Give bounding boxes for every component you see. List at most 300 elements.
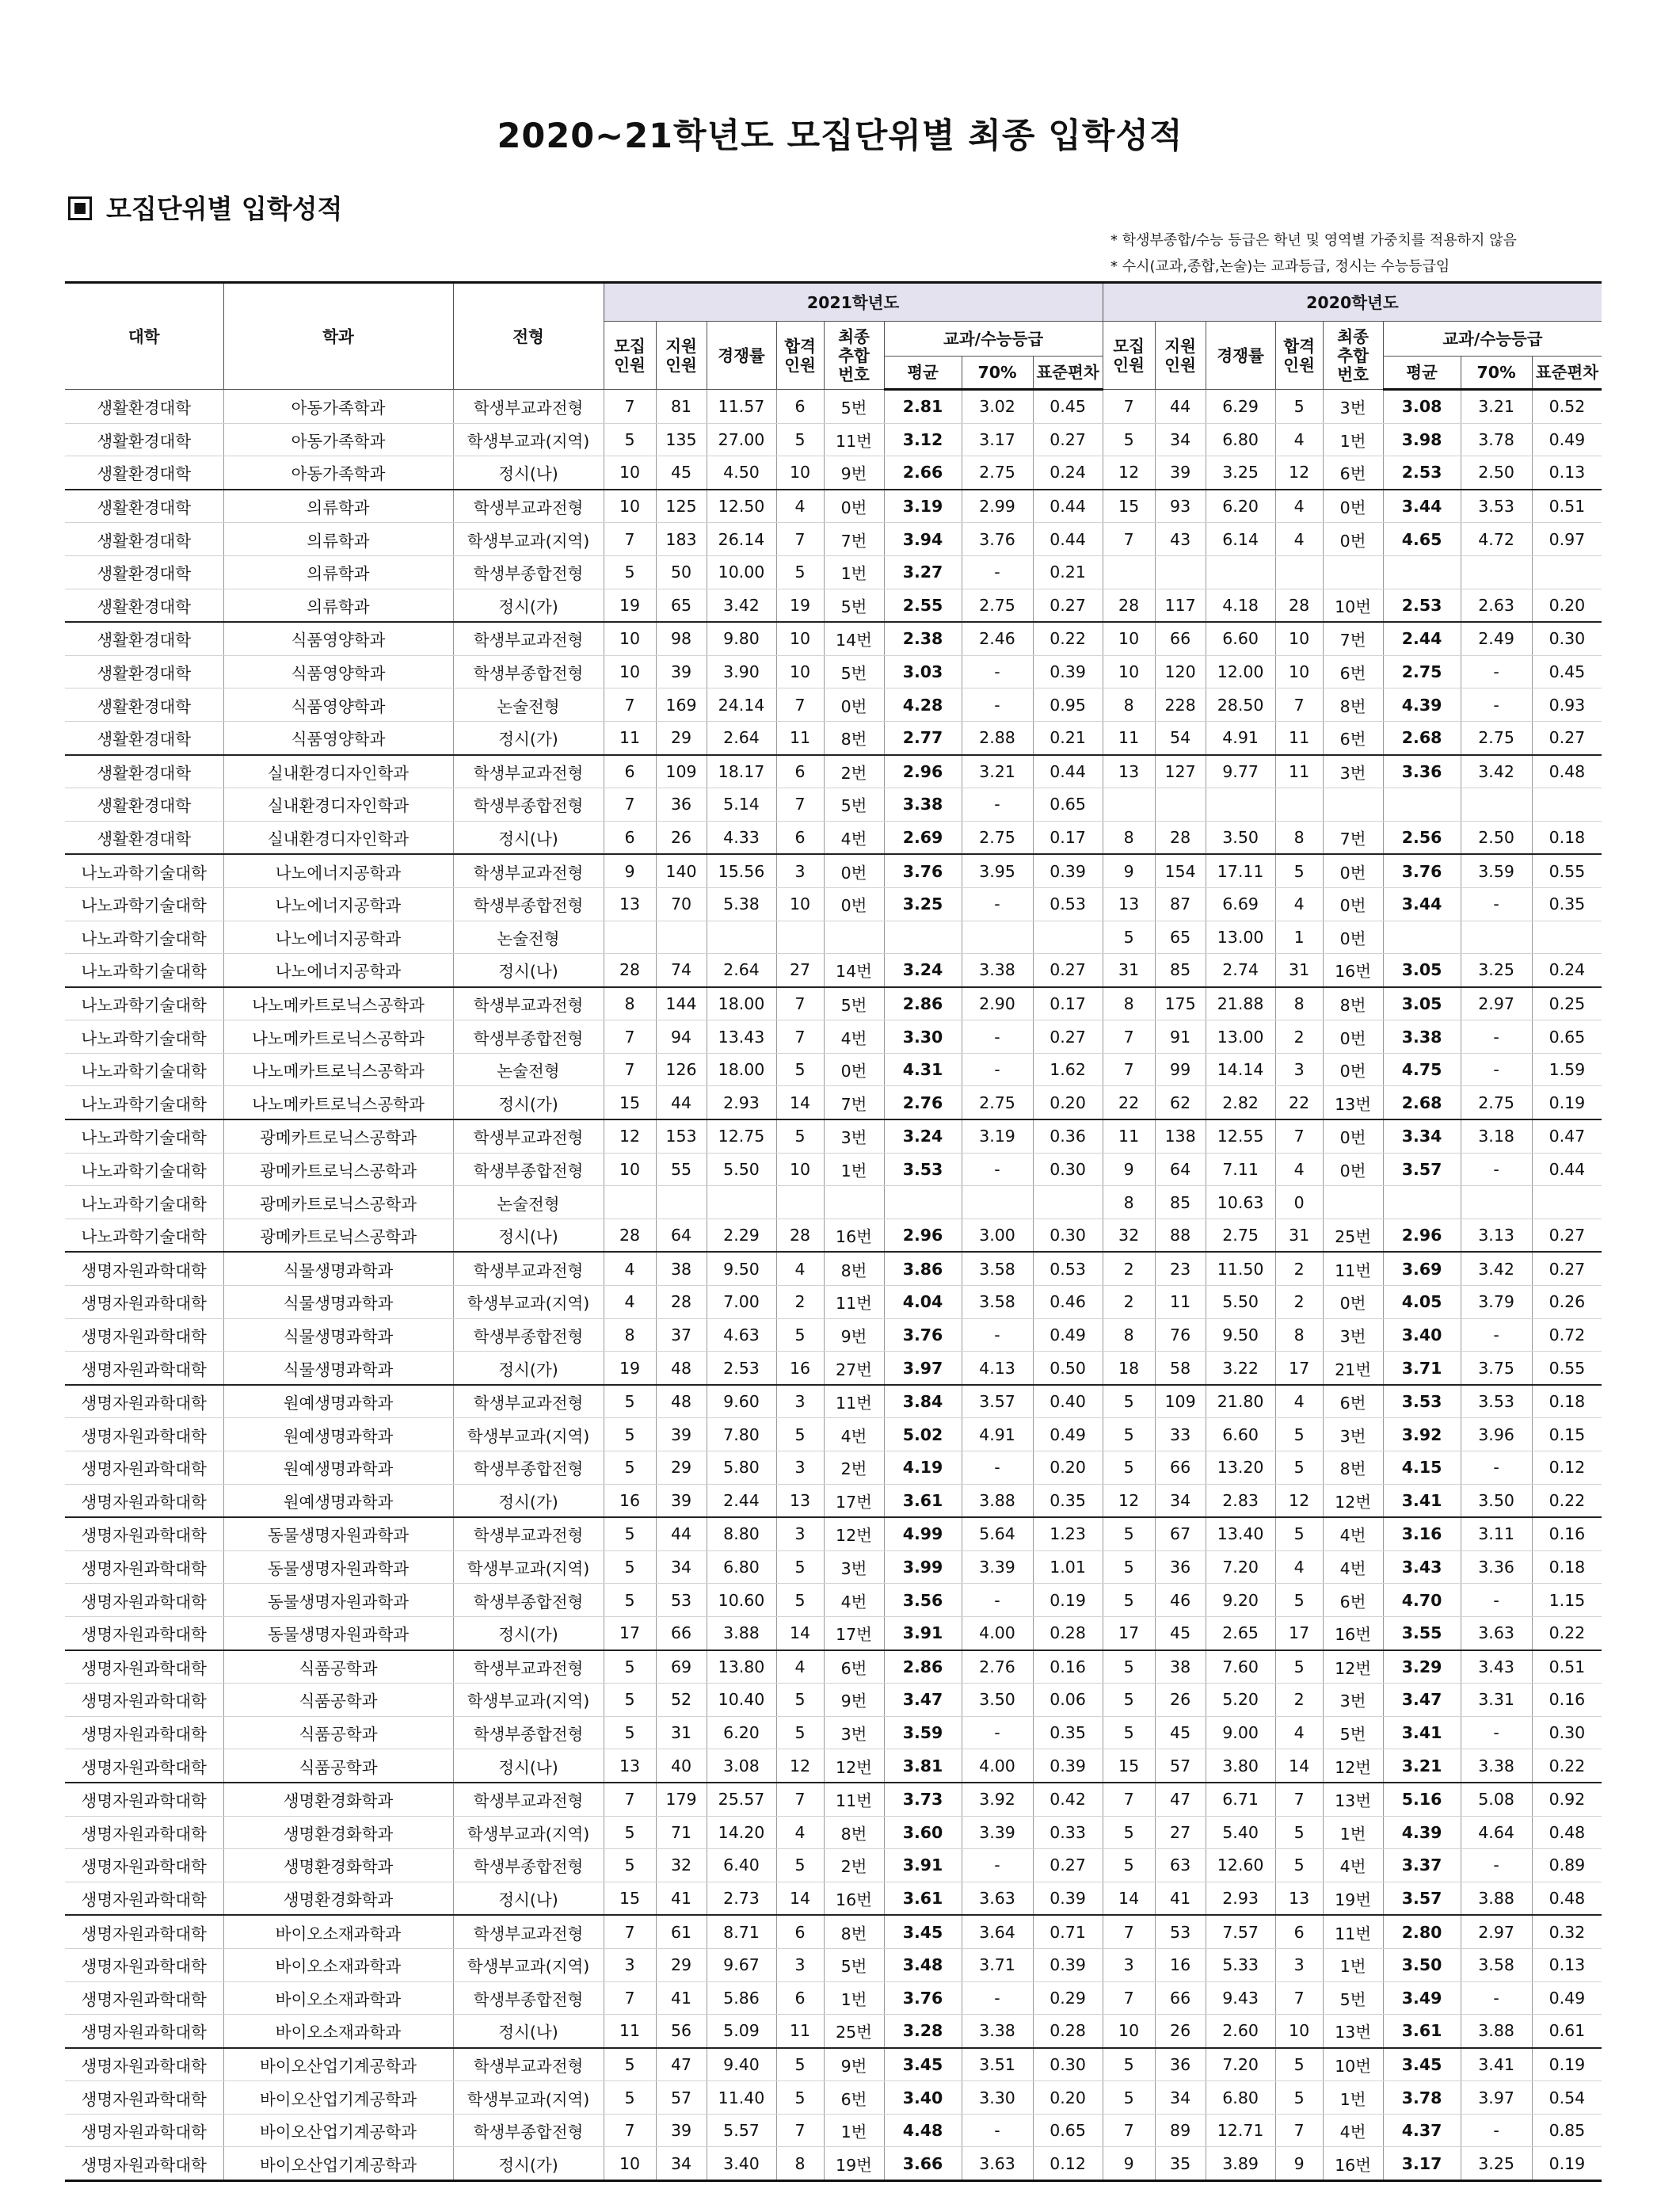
recruit-2020-cell: 5 <box>1103 1517 1155 1550</box>
recruit-2021-cell: 4 <box>604 1286 656 1319</box>
average-2021-cell: 3.61 <box>884 1484 962 1517</box>
table-row <box>65 555 1602 589</box>
passed-2021-cell: 10 <box>776 456 824 490</box>
final-extra-2020-cell: 16번 <box>1323 2147 1383 2181</box>
competition-2020-cell: 7.60 <box>1206 1650 1275 1684</box>
stddev-2021-cell: 0.44 <box>1033 755 1103 788</box>
average-2020-cell: 3.53 <box>1383 1385 1461 1418</box>
passed-2020-cell: 12 <box>1275 1484 1323 1517</box>
average-2021-cell: 3.40 <box>884 2081 962 2115</box>
final-extra-2021-cell: 8번 <box>824 1915 884 1948</box>
final-extra-2020-cell: 4번 <box>1323 2114 1383 2147</box>
recruit-2020-cell: 8 <box>1103 1186 1155 1219</box>
applicants-2020-cell: 47 <box>1155 1783 1206 1816</box>
department-cell: 바이오산업기계공학과 <box>223 2081 453 2115</box>
passed-2021-cell: 4 <box>776 1650 824 1684</box>
average-2020-cell: 3.47 <box>1383 1684 1461 1717</box>
average-2021-cell: 4.19 <box>884 1451 962 1485</box>
average-2021-cell: 3.03 <box>884 655 962 688</box>
college-cell: 생명자원과학대학 <box>65 1749 223 1783</box>
recruit-2020-cell: 3 <box>1103 1948 1155 1981</box>
average-2020-cell: 4.37 <box>1383 2114 1461 2147</box>
applicants-2021-cell: 36 <box>656 788 707 822</box>
applicants-2021-cell: 135 <box>656 423 707 456</box>
final-extra-2021-cell: 14번 <box>824 954 884 987</box>
table-row <box>65 523 1602 556</box>
department-cell: 동물생명자원과학과 <box>223 1584 453 1617</box>
pct70-2021-cell: 2.88 <box>962 721 1033 754</box>
applicants-2020-cell: 53 <box>1155 1915 1206 1948</box>
stddev-2020-cell: 0.35 <box>1532 887 1602 921</box>
applicants-2021-cell: 31 <box>656 1716 707 1749</box>
applicants-2021-cell: 38 <box>656 1252 707 1285</box>
department-cell: 바이오소재과학과 <box>223 2015 453 2048</box>
average-2021-cell: 2.55 <box>884 589 962 622</box>
competition-2021-cell: 2.53 <box>707 1352 776 1385</box>
recruit-2020-cell: 7 <box>1103 1053 1155 1086</box>
average-2021-cell: 3.86 <box>884 1252 962 1285</box>
page-title: 2020~21학년도 모집단위별 최종 입학성적 <box>497 116 1183 156</box>
passed-2021-cell: 28 <box>776 1219 824 1252</box>
average-2021-cell: 3.48 <box>884 1948 962 1981</box>
recruit-2021-cell: 10 <box>604 1153 656 1186</box>
final-extra-2021-cell: 0번 <box>824 854 884 887</box>
applicants-2021-cell: 55 <box>656 1153 707 1186</box>
college-cell: 생활환경대학 <box>65 423 223 456</box>
average-2020-cell: 3.34 <box>1383 1119 1461 1153</box>
admission-type-cell: 학생부교과전형 <box>453 1385 604 1418</box>
applicants-2020-cell: 138 <box>1155 1119 1206 1153</box>
college-cell: 생명자원과학대학 <box>65 1517 223 1550</box>
average-2021-cell: 3.47 <box>884 1684 962 1717</box>
passed-2020-cell: 4 <box>1275 523 1323 556</box>
competition-2021-cell: 3.40 <box>707 2147 776 2181</box>
admission-type-cell: 학생부교과전형 <box>453 622 604 655</box>
competition-2020-cell: 7.11 <box>1206 1153 1275 1186</box>
passed-2020-cell: 28 <box>1275 589 1323 622</box>
final-extra-2021-cell: 5번 <box>824 788 884 822</box>
table-row <box>65 887 1602 921</box>
department-cell: 나노메카트로닉스공학과 <box>223 1053 453 1086</box>
col-header-final-extra: 최종 추합 번호 <box>824 322 884 390</box>
col-header-competition: 경쟁률 <box>707 322 776 390</box>
passed-2020-cell: 5 <box>1275 1418 1323 1451</box>
department-cell: 생명환경화학과 <box>223 1783 453 1816</box>
average-2021-cell: 5.02 <box>884 1418 962 1451</box>
pct70-2021-cell: 3.38 <box>962 2015 1033 2048</box>
applicants-2020-cell: 120 <box>1155 655 1206 688</box>
applicants-2020-cell: 65 <box>1155 921 1206 954</box>
final-extra-2020-cell: 4번 <box>1323 1517 1383 1550</box>
average-2020-cell: 2.56 <box>1383 821 1461 854</box>
passed-2021-cell: 5 <box>776 2081 824 2115</box>
final-extra-2020-cell: 3번 <box>1323 390 1383 424</box>
passed-2021-cell: 10 <box>776 1153 824 1186</box>
competition-2021-cell: 4.33 <box>707 821 776 854</box>
pct70-2021-cell: 3.50 <box>962 1684 1033 1717</box>
recruit-2020-cell: 7 <box>1103 390 1155 424</box>
applicants-2021-cell: 70 <box>656 887 707 921</box>
final-extra-2021-cell: 2번 <box>824 755 884 788</box>
average-2021-cell: 4.48 <box>884 2114 962 2147</box>
pct70-2021-cell: 2.75 <box>962 589 1033 622</box>
admission-type-cell: 정시(나) <box>453 2015 604 2048</box>
admission-type-cell: 학생부교과전형 <box>453 1915 604 1948</box>
recruit-2021-cell: 5 <box>604 2048 656 2081</box>
stddev-2021-cell: 0.17 <box>1033 987 1103 1020</box>
department-cell: 식품공학과 <box>223 1650 453 1684</box>
pct70-2020-cell: 3.25 <box>1461 2147 1532 2181</box>
average-2021-cell: 3.28 <box>884 2015 962 2048</box>
passed-2020-cell: 31 <box>1275 1219 1323 1252</box>
passed-2020-cell: 31 <box>1275 954 1323 987</box>
college-cell: 생명자원과학대학 <box>65 1816 223 1849</box>
passed-2020-cell: 7 <box>1275 1783 1323 1816</box>
final-extra-2021-cell: 9번 <box>824 2048 884 2081</box>
department-cell: 의류학과 <box>223 490 453 523</box>
col-header-70pct: 70% <box>962 357 1033 390</box>
passed-2021-cell: 4 <box>776 1816 824 1849</box>
pct70-2020-cell: 3.75 <box>1461 1352 1532 1385</box>
average-2021-cell: 2.38 <box>884 622 962 655</box>
stddev-2020-cell: 0.12 <box>1532 1451 1602 1485</box>
competition-2021-cell: 10.40 <box>707 1684 776 1717</box>
recruit-2020-cell: 2 <box>1103 1286 1155 1319</box>
department-cell: 생명환경화학과 <box>223 1849 453 1882</box>
recruit-2020-cell <box>1103 555 1155 589</box>
admission-type-cell: 정시(가) <box>453 589 604 622</box>
average-2021-cell: 2.86 <box>884 987 962 1020</box>
passed-2020-cell: 10 <box>1275 622 1323 655</box>
stddev-2021-cell: 0.22 <box>1033 622 1103 655</box>
department-cell: 바이오산업기계공학과 <box>223 2048 453 2081</box>
table-row <box>65 1616 1602 1650</box>
applicants-2021-cell: 50 <box>656 555 707 589</box>
competition-2021-cell: 13.80 <box>707 1650 776 1684</box>
department-cell: 식품공학과 <box>223 1684 453 1717</box>
average-2020-cell: 3.49 <box>1383 1981 1461 2015</box>
final-extra-2020-cell: 7번 <box>1323 821 1383 854</box>
competition-2021-cell: 24.14 <box>707 688 776 722</box>
stddev-2020-cell: 1.15 <box>1532 1584 1602 1617</box>
average-2020-cell: 4.75 <box>1383 1053 1461 1086</box>
table-row <box>65 1418 1602 1451</box>
final-extra-2021-cell: 12번 <box>824 1749 884 1783</box>
passed-2020-cell: 1 <box>1275 921 1323 954</box>
average-2021-cell: 3.53 <box>884 1153 962 1186</box>
applicants-2020-cell: 45 <box>1155 1716 1206 1749</box>
competition-2020-cell: 21.88 <box>1206 987 1275 1020</box>
pct70-2020-cell: 2.49 <box>1461 622 1532 655</box>
competition-2020-cell: 4.18 <box>1206 589 1275 622</box>
stddev-2020-cell: 0.25 <box>1532 987 1602 1020</box>
passed-2020-cell: 4 <box>1275 887 1323 921</box>
average-2021-cell: 3.94 <box>884 523 962 556</box>
admission-type-cell: 학생부교과전형 <box>453 1783 604 1816</box>
stddev-2021-cell: 0.30 <box>1033 1219 1103 1252</box>
final-extra-2020-cell: 12번 <box>1323 1484 1383 1517</box>
passed-2021-cell: 5 <box>776 423 824 456</box>
passed-2020-cell: 5 <box>1275 1451 1323 1485</box>
department-cell: 광메카트로닉스공학과 <box>223 1153 453 1186</box>
passed-2020-cell <box>1275 788 1323 822</box>
final-extra-2020-cell: 0번 <box>1323 854 1383 887</box>
passed-2020-cell: 2 <box>1275 1286 1323 1319</box>
applicants-2020-cell: 34 <box>1155 2081 1206 2115</box>
stddev-2020-cell: 0.32 <box>1532 1915 1602 1948</box>
final-extra-2020-cell: 7번 <box>1323 622 1383 655</box>
average-2021-cell: 3.99 <box>884 1550 962 1584</box>
passed-2020-cell: 3 <box>1275 1053 1323 1086</box>
stddev-2021-cell: 0.17 <box>1033 821 1103 854</box>
average-2021-cell: 3.61 <box>884 1882 962 1915</box>
stddev-2020-cell: 0.45 <box>1532 655 1602 688</box>
average-2020-cell: 3.92 <box>1383 1418 1461 1451</box>
college-cell: 생명자원과학대학 <box>65 1948 223 1981</box>
stddev-2020-cell: 0.30 <box>1532 622 1602 655</box>
stddev-2020-cell: 0.48 <box>1532 755 1602 788</box>
average-2020-cell: 4.39 <box>1383 1816 1461 1849</box>
competition-2020-cell: 28.50 <box>1206 688 1275 722</box>
college-cell: 생명자원과학대학 <box>65 1318 223 1352</box>
recruit-2021-cell: 5 <box>604 423 656 456</box>
applicants-2021-cell: 71 <box>656 1816 707 1849</box>
college-cell: 생활환경대학 <box>65 523 223 556</box>
department-cell: 아동가족학과 <box>223 390 453 424</box>
passed-2021-cell: 5 <box>776 2048 824 2081</box>
pct70-2020-cell: 3.79 <box>1461 1286 1532 1319</box>
pct70-2020-cell: 3.96 <box>1461 1418 1532 1451</box>
applicants-2021-cell: 39 <box>656 1484 707 1517</box>
applicants-2021-cell: 153 <box>656 1119 707 1153</box>
final-extra-2020-cell: 13번 <box>1323 1783 1383 1816</box>
pct70-2021-cell: 3.00 <box>962 1219 1033 1252</box>
department-cell: 나노에너지공학과 <box>223 954 453 987</box>
recruit-2021-cell: 7 <box>604 1020 656 1054</box>
recruit-2021-cell: 5 <box>604 1550 656 1584</box>
recruit-2020-cell: 5 <box>1103 1716 1155 1749</box>
recruit-2021-cell: 19 <box>604 1352 656 1385</box>
competition-2020-cell: 2.75 <box>1206 1219 1275 1252</box>
admission-type-cell: 학생부종합전형 <box>453 788 604 822</box>
department-cell: 원예생명과학과 <box>223 1484 453 1517</box>
col-header-applicants: 지원 인원 <box>656 322 707 390</box>
pct70-2020-cell: - <box>1461 887 1532 921</box>
stddev-2020-cell: 0.85 <box>1532 2114 1602 2147</box>
recruit-2021-cell: 15 <box>604 1086 656 1119</box>
stddev-2020-cell: 0.13 <box>1532 456 1602 490</box>
passed-2021-cell: 14 <box>776 1086 824 1119</box>
average-2021-cell: 3.76 <box>884 854 962 887</box>
admission-type-cell: 정시(나) <box>453 954 604 987</box>
pct70-2020-cell: 4.64 <box>1461 1816 1532 1849</box>
average-2020-cell: 3.69 <box>1383 1252 1461 1285</box>
final-extra-2021-cell: 0번 <box>824 1053 884 1086</box>
average-2020-cell <box>1383 1186 1461 1219</box>
pct70-2021-cell: 2.75 <box>962 1086 1033 1119</box>
admission-type-cell: 학생부교과(지역) <box>453 1418 604 1451</box>
admission-type-cell: 학생부종합전형 <box>453 2114 604 2147</box>
competition-2021-cell: 9.60 <box>707 1385 776 1418</box>
final-extra-2020-cell: 12번 <box>1323 1749 1383 1783</box>
department-cell: 나노메카트로닉스공학과 <box>223 987 453 1020</box>
final-extra-2021-cell: 3번 <box>824 1716 884 1749</box>
recruit-2020-cell: 7 <box>1103 1783 1155 1816</box>
pct70-2020-cell: 3.11 <box>1461 1517 1532 1550</box>
recruit-2020-cell: 5 <box>1103 1385 1155 1418</box>
pct70-2021-cell: 2.75 <box>962 821 1033 854</box>
table-row <box>65 1517 1602 1550</box>
stddev-2021-cell: 0.06 <box>1033 1684 1103 1717</box>
applicants-2020-cell: 36 <box>1155 2048 1206 2081</box>
table-row <box>65 1119 1602 1153</box>
admission-type-cell: 정시(나) <box>453 1749 604 1783</box>
passed-2020-cell: 22 <box>1275 1086 1323 1119</box>
year-2020-header: 2020학년도 <box>1103 283 1602 322</box>
competition-2020-cell: 6.20 <box>1206 490 1275 523</box>
final-extra-2020-cell: 16번 <box>1323 954 1383 987</box>
department-cell: 나노에너지공학과 <box>223 921 453 954</box>
college-cell: 생명자원과학대학 <box>65 2048 223 2081</box>
passed-2021-cell: 6 <box>776 755 824 788</box>
col-header-department: 학과 <box>223 283 453 390</box>
pct70-2020-cell: 2.50 <box>1461 456 1532 490</box>
recruit-2020-cell: 7 <box>1103 523 1155 556</box>
stddev-2021-cell: 0.30 <box>1033 1153 1103 1186</box>
pct70-2021-cell <box>962 921 1033 954</box>
average-2020-cell: 3.98 <box>1383 423 1461 456</box>
average-2020-cell: 3.61 <box>1383 2015 1461 2048</box>
competition-2020-cell: 5.20 <box>1206 1684 1275 1717</box>
competition-2020-cell <box>1206 788 1275 822</box>
stddev-2020-cell: 0.22 <box>1532 1749 1602 1783</box>
final-extra-2021-cell: 8번 <box>824 721 884 754</box>
final-extra-2021-cell: 14번 <box>824 622 884 655</box>
passed-2021-cell: 3 <box>776 1385 824 1418</box>
competition-2021-cell: 8.80 <box>707 1517 776 1550</box>
average-2021-cell: 2.76 <box>884 1086 962 1119</box>
stddev-2021-cell: 0.49 <box>1033 1318 1103 1352</box>
final-extra-2021-cell: 1번 <box>824 2114 884 2147</box>
average-2021-cell: 3.45 <box>884 2048 962 2081</box>
recruit-2021-cell: 19 <box>604 589 656 622</box>
stddev-2020-cell: 0.19 <box>1532 2147 1602 2181</box>
final-extra-2020-cell: 6번 <box>1323 456 1383 490</box>
passed-2021-cell: 7 <box>776 523 824 556</box>
table-row <box>65 655 1602 688</box>
admission-type-cell: 학생부교과전형 <box>453 2048 604 2081</box>
stddev-2021-cell: 0.39 <box>1033 1882 1103 1915</box>
passed-2021-cell: 3 <box>776 1517 824 1550</box>
average-2021-cell: 4.99 <box>884 1517 962 1550</box>
college-cell: 생명자원과학대학 <box>65 1650 223 1684</box>
stddev-2021-cell: 0.21 <box>1033 721 1103 754</box>
recruit-2021-cell: 4 <box>604 1252 656 1285</box>
pct70-2021-cell: 3.58 <box>962 1252 1033 1285</box>
passed-2020-cell: 3 <box>1275 1948 1323 1981</box>
college-cell: 생활환경대학 <box>65 721 223 754</box>
average-2020-cell: 3.76 <box>1383 854 1461 887</box>
passed-2021-cell: 11 <box>776 721 824 754</box>
competition-2021-cell: 18.17 <box>707 755 776 788</box>
recruit-2020-cell: 14 <box>1103 1882 1155 1915</box>
pct70-2020-cell: 3.18 <box>1461 1119 1532 1153</box>
passed-2021-cell: 7 <box>776 2114 824 2147</box>
applicants-2020-cell: 54 <box>1155 721 1206 754</box>
table-row <box>65 1749 1602 1783</box>
applicants-2020-cell: 117 <box>1155 589 1206 622</box>
college-cell: 생명자원과학대학 <box>65 1849 223 1882</box>
applicants-2020-cell: 62 <box>1155 1086 1206 1119</box>
competition-2020-cell: 10.63 <box>1206 1186 1275 1219</box>
applicants-2020-cell: 99 <box>1155 1053 1206 1086</box>
table-row <box>65 1584 1602 1617</box>
competition-2021-cell: 9.40 <box>707 2048 776 2081</box>
applicants-2021-cell: 64 <box>656 1219 707 1252</box>
stddev-2020-cell: 0.93 <box>1532 688 1602 722</box>
average-2020-cell: 3.44 <box>1383 490 1461 523</box>
college-cell: 생명자원과학대학 <box>65 1484 223 1517</box>
pct70-2020-cell: 3.53 <box>1461 1385 1532 1418</box>
stddev-2021-cell <box>1033 921 1103 954</box>
table-row <box>65 1318 1602 1352</box>
average-2020-cell: 3.40 <box>1383 1318 1461 1352</box>
stddev-2020-cell: 1.59 <box>1532 1053 1602 1086</box>
pct70-2021-cell: - <box>962 555 1033 589</box>
applicants-2021-cell: 39 <box>656 2114 707 2147</box>
pct70-2021-cell <box>962 1186 1033 1219</box>
department-cell: 동물생명자원과학과 <box>223 1616 453 1650</box>
pct70-2021-cell: 3.58 <box>962 1286 1033 1319</box>
pct70-2021-cell: - <box>962 1318 1033 1352</box>
passed-2021-cell: 11 <box>776 2015 824 2048</box>
recruit-2020-cell: 12 <box>1103 1484 1155 1517</box>
passed-2020-cell: 6 <box>1275 1915 1323 1948</box>
average-2021-cell: 2.81 <box>884 390 962 424</box>
final-extra-2021-cell: 25번 <box>824 2015 884 2048</box>
department-cell: 동물생명자원과학과 <box>223 1517 453 1550</box>
stddev-2021-cell: 0.30 <box>1033 2048 1103 2081</box>
applicants-2020-cell: 39 <box>1155 456 1206 490</box>
competition-2020-cell: 2.74 <box>1206 954 1275 987</box>
final-extra-2020-cell: 0번 <box>1323 523 1383 556</box>
recruit-2020-cell: 5 <box>1103 1451 1155 1485</box>
pct70-2020-cell: - <box>1461 1318 1532 1352</box>
applicants-2020-cell: 154 <box>1155 854 1206 887</box>
applicants-2021-cell: 39 <box>656 1418 707 1451</box>
pct70-2021-cell: - <box>962 2114 1033 2147</box>
final-extra-2021-cell: 0번 <box>824 490 884 523</box>
college-cell: 생명자원과학대학 <box>65 1252 223 1285</box>
final-extra-2020-cell: 3번 <box>1323 1684 1383 1717</box>
college-cell: 생명자원과학대학 <box>65 2015 223 2048</box>
average-2021-cell: 3.97 <box>884 1352 962 1385</box>
admission-type-cell: 학생부교과전형 <box>453 1119 604 1153</box>
department-cell: 생명환경화학과 <box>223 1882 453 1915</box>
final-extra-2021-cell: 8번 <box>824 1816 884 1849</box>
department-cell: 나노에너지공학과 <box>223 887 453 921</box>
pct70-2021-cell: 3.71 <box>962 1948 1033 1981</box>
admission-type-cell: 학생부종합전형 <box>453 887 604 921</box>
final-extra-2020-cell: 3번 <box>1323 1418 1383 1451</box>
stddev-2021-cell: 0.65 <box>1033 2114 1103 2147</box>
table-row <box>65 589 1602 622</box>
stddev-2020-cell: 0.22 <box>1532 1484 1602 1517</box>
recruit-2020-cell: 8 <box>1103 1318 1155 1352</box>
department-cell: 식물생명과학과 <box>223 1286 453 1319</box>
average-2021-cell: 3.66 <box>884 2147 962 2181</box>
average-2021-cell: 2.96 <box>884 1219 962 1252</box>
